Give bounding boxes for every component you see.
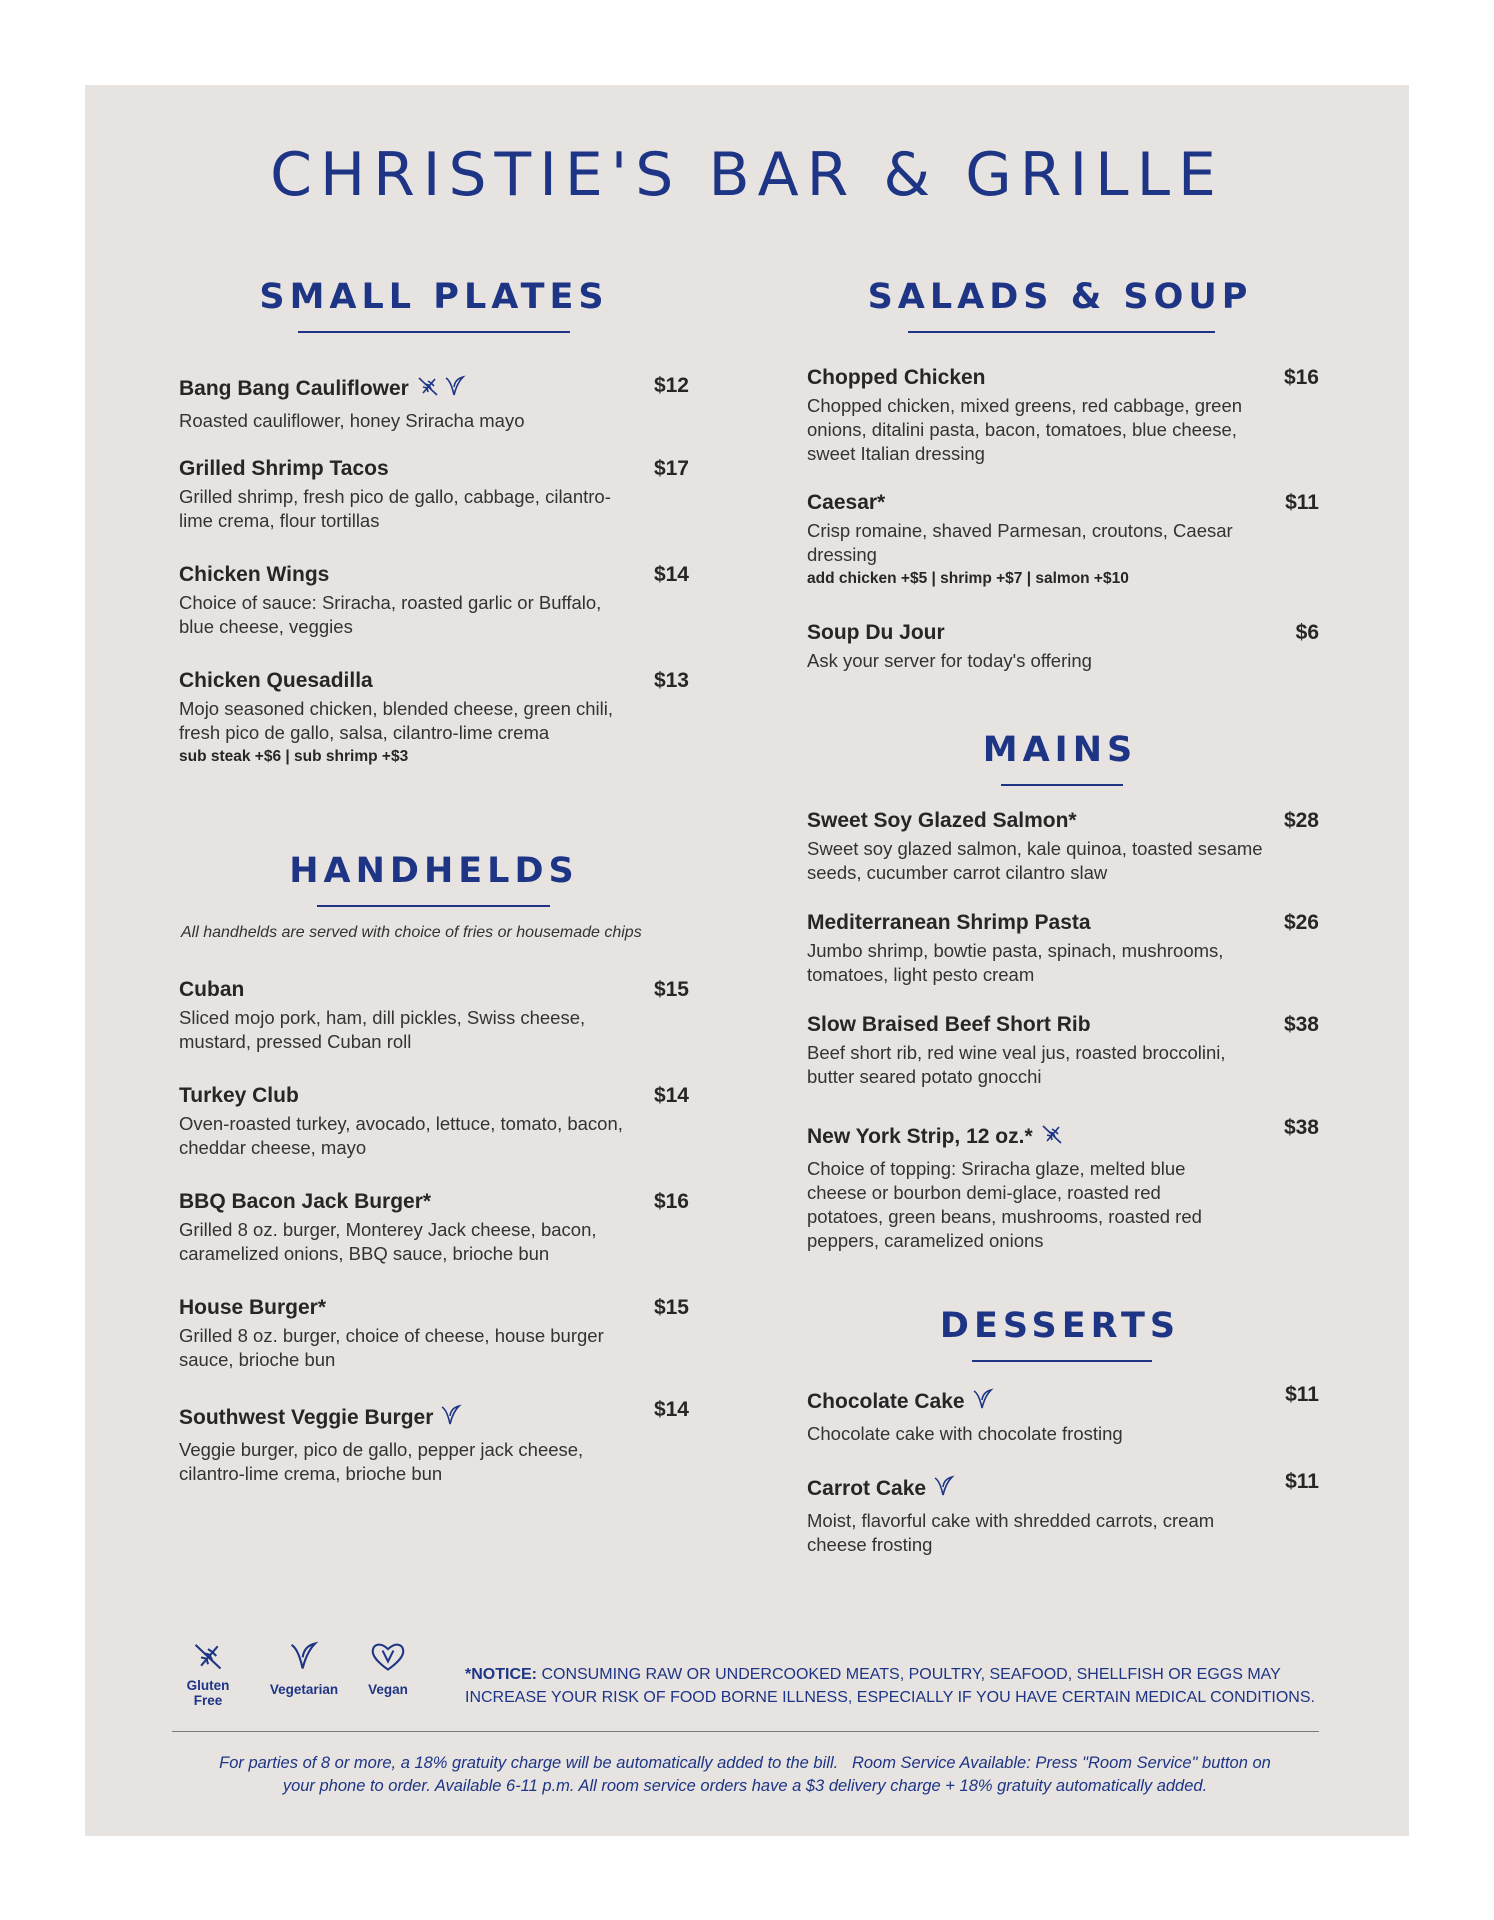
item-name: New York Strip, 12 oz.* (807, 1121, 1319, 1154)
item-description: Grilled 8 oz. burger, Monterey Jack cheese, bacon, caramelized onions, BBQ sauce, brioche bun (179, 1219, 597, 1264)
item-price: $14 (653, 563, 689, 586)
divider (172, 1731, 1319, 1732)
section-rule (298, 331, 570, 333)
item-addon: add chicken +$5 | shrimp +$7 | salmon +$10 (807, 570, 1129, 587)
item-price: $15 (653, 1296, 689, 1319)
handhelds-note: All handhelds are served with choice of fries or housemade chips (181, 924, 642, 941)
item-price: $38 (1283, 1013, 1319, 1036)
section-rule (908, 331, 1215, 333)
legend-label: Gluten (186, 1678, 230, 1693)
restaurant-title: CHRISTIE'S BAR & GRILLE (270, 140, 1224, 210)
vegetarian-icon (971, 1386, 995, 1419)
section-heading-salads-soup: SALADS & SOUP (867, 277, 1253, 317)
item-price: $14 (653, 1398, 689, 1421)
notice-label: *NOTICE: (465, 1666, 537, 1683)
item-description: Roasted cauliflower, honey Sriracha mayo (179, 410, 525, 431)
item-price: $26 (1283, 911, 1319, 934)
menu-item (807, 910, 1319, 987)
footer-line: your phone to order. Available 6-11 p.m. All room service orders have a $3 delivery charge + 18% gratuity automatically added. (282, 1777, 1208, 1795)
legend-label: Vegan (368, 1682, 408, 1697)
item-addon: sub steak +$6 | sub shrimp +$3 (179, 748, 409, 765)
food-safety-notice (465, 1663, 1325, 1709)
section-heading-handhelds: HANDHELDS (289, 851, 579, 891)
legend-label: Vegetarian (269, 1682, 339, 1697)
item-price: $38 (1283, 1116, 1319, 1139)
item-description: Chopped chicken, mixed greens, red cabbage, green onions, ditalini pasta, bacon, tomatoes, blue cheese, sweet Italian dressing (807, 395, 1243, 464)
item-description: Crisp romaine, shaved Parmesan, croutons, Caesar dressing (807, 520, 1233, 565)
gluten-free-icon (1039, 1121, 1065, 1154)
item-name: Chicken Wings (179, 563, 330, 586)
vegetarian-icon (443, 373, 467, 406)
item-description: Ask your server for today's offering (807, 650, 1092, 671)
item-description: Chocolate cake with chocolate frosting (807, 1423, 1123, 1444)
item-description: Oven-roasted turkey, avocado, lettuce, tomato, bacon, cheddar cheese, mayo (179, 1113, 623, 1158)
item-name: House Burger* (179, 1296, 327, 1319)
footer-note (175, 1752, 1315, 1798)
menu-item (807, 620, 1319, 673)
item-description: Mojo seasoned chicken, blended cheese, green chili, fresh pico de gallo, salsa, cilantro-lime crema (179, 698, 614, 743)
vegetarian-icon (932, 1473, 956, 1506)
menu-item (807, 1116, 1319, 1253)
item-name: Sweet Soy Glazed Salmon* (807, 809, 1077, 832)
menu-item (807, 365, 1319, 466)
vegan-icon (369, 1659, 407, 1678)
section-heading-desserts: DESSERTS (939, 1306, 1181, 1346)
menu-item (807, 490, 1319, 588)
item-description: Grilled 8 oz. burger, choice of cheese, house burger sauce, brioche bun (179, 1325, 604, 1370)
item-price: $6 (1295, 621, 1319, 644)
item-description: Grilled shrimp, fresh pico de gallo, cabbage, cilantro-lime crema, flour tortillas (179, 486, 611, 531)
item-description: Veggie burger, pico de gallo, pepper jack cheese, cilantro-lime crema, brioche bun (179, 1439, 584, 1484)
section-heading-small-plates: SMALL PLATES (259, 277, 609, 317)
menu-item (807, 1012, 1319, 1089)
menu-item (179, 1295, 689, 1372)
item-name: Slow Braised Beef Short Rib (807, 1013, 1091, 1036)
section-heading-mains: MAINS (982, 730, 1138, 770)
menu-item (179, 977, 689, 1054)
item-description: Sliced mojo pork, ham, dill pickles, Swiss cheese, mustard, pressed Cuban roll (179, 1007, 586, 1052)
item-description: Choice of topping: Sriracha glaze, melted blue cheese or bourbon demi-glace, roasted red potatoes, green beans, mushrooms, roasted red peppers, caramelized onions (807, 1158, 1202, 1251)
item-price: $16 (1283, 366, 1319, 389)
menu-item (807, 1383, 1319, 1446)
item-price: $15 (653, 978, 689, 1001)
menu-item (179, 456, 689, 533)
item-name: Chocolate Cake (807, 1386, 1319, 1419)
item-name: Bang Bang Cauliflower (179, 373, 689, 406)
item-description: Jumbo shrimp, bowtie pasta, spinach, mushrooms, tomatoes, light pesto cream (807, 940, 1224, 985)
notice-text: CONSUMING RAW OR UNDERCOOKED MEATS, POULTRY, SEAFOOD, SHELLFISH OR EGGS MAY INCREASE YOUR RISK OF FOOD BORNE ILLNESS, ESPECIALLY IF YOU HAVE CERTAIN MEDICAL CONDITIONS. (465, 1666, 1315, 1706)
item-description: Moist, flavorful cake with shredded carrots, cream cheese frosting (807, 1510, 1215, 1555)
item-price: $11 (1285, 491, 1319, 514)
legend-vegan (358, 1638, 418, 1697)
item-price: $11 (1285, 1470, 1319, 1493)
item-price: $28 (1283, 809, 1319, 832)
item-description: Beef short rib, red wine veal jus, roasted broccolini, butter seared potato gnocchi (807, 1042, 1226, 1087)
menu-item (179, 668, 689, 766)
item-name: Chicken Quesadilla (179, 669, 373, 692)
item-name: Cuban (179, 978, 245, 1001)
item-name: Chopped Chicken (807, 366, 986, 389)
vegetarian-icon (286, 1659, 322, 1678)
item-price: $12 (653, 374, 689, 397)
section-rule (1001, 784, 1123, 786)
item-description: Sweet soy glazed salmon, kale quinoa, toasted sesame seeds, cucumber carrot cilantro slaw (807, 838, 1263, 883)
section-rule (972, 1360, 1152, 1362)
item-name: Mediterranean Shrimp Pasta (807, 911, 1091, 934)
gluten-free-icon (190, 1659, 226, 1678)
legend-label: Free (193, 1693, 223, 1708)
menu-item (179, 373, 689, 433)
menu-item (807, 1470, 1319, 1557)
item-name: Caesar* (807, 491, 886, 514)
item-name: Soup Du Jour (807, 621, 945, 644)
menu-item (179, 1398, 689, 1486)
footer-line: For parties of 8 or more, a 18% gratuity charge will be automatically added to the bill. Room Service Available: Press "Room Service" button on (219, 1754, 1271, 1772)
menu-item (179, 1083, 689, 1160)
item-name: BBQ Bacon Jack Burger* (179, 1190, 432, 1213)
item-price: $14 (653, 1084, 689, 1107)
item-price: $16 (653, 1190, 689, 1213)
menu-item (179, 562, 689, 639)
item-price: $17 (653, 457, 689, 480)
item-name: Grilled Shrimp Tacos (179, 457, 389, 480)
section-rule (317, 905, 550, 907)
item-name: Turkey Club (179, 1084, 299, 1107)
item-name: Carrot Cake (807, 1473, 1319, 1506)
item-description: Choice of sauce: Sriracha, roasted garlic or Buffalo, blue cheese, veggies (179, 592, 602, 637)
legend-vegetarian (262, 1638, 346, 1697)
vegetarian-icon (439, 1402, 463, 1435)
item-price: $13 (653, 669, 689, 692)
menu-item (807, 808, 1319, 885)
gluten-free-icon (415, 373, 441, 406)
menu-item (179, 1189, 689, 1266)
item-name: Southwest Veggie Burger (179, 1402, 689, 1435)
legend-gluten-free (178, 1638, 238, 1708)
item-price: $11 (1285, 1383, 1319, 1406)
